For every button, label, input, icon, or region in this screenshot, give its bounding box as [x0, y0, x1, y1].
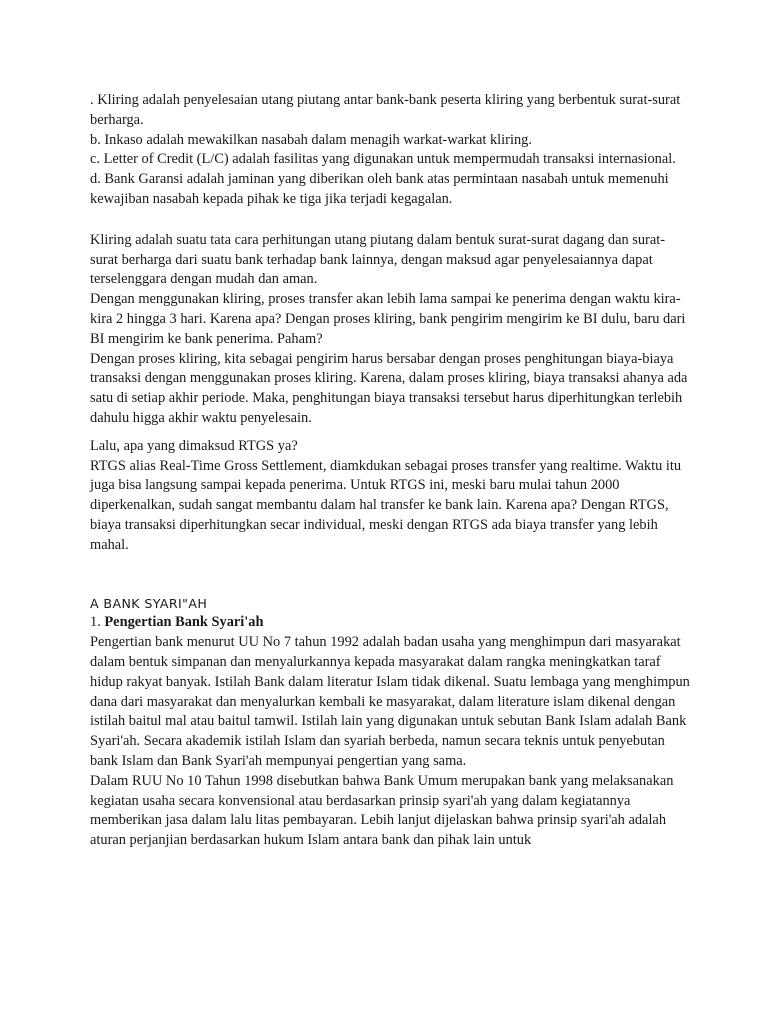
subsection-number: 1.: [90, 614, 105, 631]
paragraph: Pengertian bank menurut UU No 7 tahun 1992 adalah badan usaha yang menghimpun dari masyarakat dalam bentuk simpanan dan menyalurkannya kepada masyarakat dalam rangka meningkatkan taraf hidup rakyat banyak. Istilah Bank dalam literatur Islam tidak dikenal. Suatu lembaga yang menghimpun dana dari masyarakat dan menyalurkan kembali ke masyarakat, dalam literature islam dikenal dengan istilah baitul mal atau baitul tamwil. Istilah lain yang digunakan untuk sebutan Bank Islam adalah Bank Syari'ah. Secara akademik istilah Islam dan syariah berbeda, namun secara teknis untuk penyebutan bank Islam dan Bank Syari'ah mempunyai pengertian yang sama.: [90, 634, 690, 769]
paragraph: Dengan menggunakan kliring, proses transfer akan lebih lama sampai ke penerima dengan waktu kira-kira 2 hingga 3 hari. Karena apa? Dengan proses kliring, bank pengirim mengirim ke BI dulu, baru dari BI mengirim ke bank penerima. Paham?: [90, 291, 686, 347]
spacer: [90, 556, 690, 594]
paragraph: Kliring adalah suatu tata cara perhitungan utang piutang dalam bentuk surat-surat dagang dan surat-surat berharga dari suatu bank terhadap bank lainnya, dengan maksud agar penyelesaiannya dapat terselenggara dengan mudah dan aman.: [90, 231, 666, 288]
list-item-inkaso: b. Inkaso adalah mewakilkan nasabah dalam menagih warkat-warkat kliring.: [90, 131, 532, 148]
paragraph: RTGS alias Real-Time Gross Settlement, diamkdukan sebagai proses transfer yang realtime. Waktu itu juga bisa langsung sampai kepada penerima. Untuk RTGS ini, meski baru mulai tahun 2000 diperkenalkan, sudah sangat membantu dalam hal transfer ke bank lain. Karena apa? Dengan RTGS, biaya transaksi diperhitungkan secar individual, meski dengan RTGS ada biaya transfer yang lebih mahal.: [90, 457, 682, 553]
section-heading: A BANK SYARI"AH: [90, 595, 208, 611]
subsection-heading: [90, 613, 690, 633]
paragraph: Lalu, apa yang dimaksud RTGS ya?: [90, 437, 298, 454]
list-item-letter-of-credit: c. Letter of Credit (L/C) adalah fasilitas yang digunakan untuk mempermudah transaksi internasional.: [90, 151, 676, 168]
paragraph: Dengan proses kliring, kita sebagai pengirim harus bersabar dengan proses penghitungan biaya-biaya transaksi dengan menggunakan proses kliring. Karena, dalam proses kliring, biaya transaksi ahanya ada satu di setiap akhir periode. Maka, penghitungan biaya transaksi tersebut harus diperhitungkan terlebih dahulu higga akhir waktu penyelesain.: [90, 350, 688, 426]
rtgs-explanation: [90, 437, 690, 556]
spacer: [90, 210, 690, 231]
subsection-title: Pengertian Bank Syari'ah: [104, 614, 264, 631]
list-item-kliring: . Kliring adalah penyelesaian utang piutang antar bank-bank peserta kliring yang berbentuk surat-surat berharga.: [90, 92, 681, 128]
banking-terms-list: [90, 91, 690, 210]
paragraph: Dalam RUU No 10 Tahun 1998 disebutkan bahwa Bank Umum merupakan bank yang melaksanakan kegiatan usaha secara konvensional atau berdasarkan prinsip syari'ah yang dalam kegiatannya memberikan jasa dalam lalu litas pembayaran. Lebih lanjut dijelaskan bahwa prinsip syari'ah adalah aturan perjanjian berdasarkan hukum Islam antara bank dan pihak lain untuk: [90, 772, 674, 849]
list-item-bank-garansi: d. Bank Garansi adalah jaminan yang diberikan oleh bank atas permintaan nasabah untuk memenuhi kewajiban nasabah kepada pihak ke tiga jika terjadi kegagalan.: [90, 171, 669, 207]
document-page: [90, 91, 690, 851]
bank-syariah-body: [90, 633, 690, 851]
spacer: [90, 429, 690, 437]
kliring-explanation: [90, 231, 690, 429]
